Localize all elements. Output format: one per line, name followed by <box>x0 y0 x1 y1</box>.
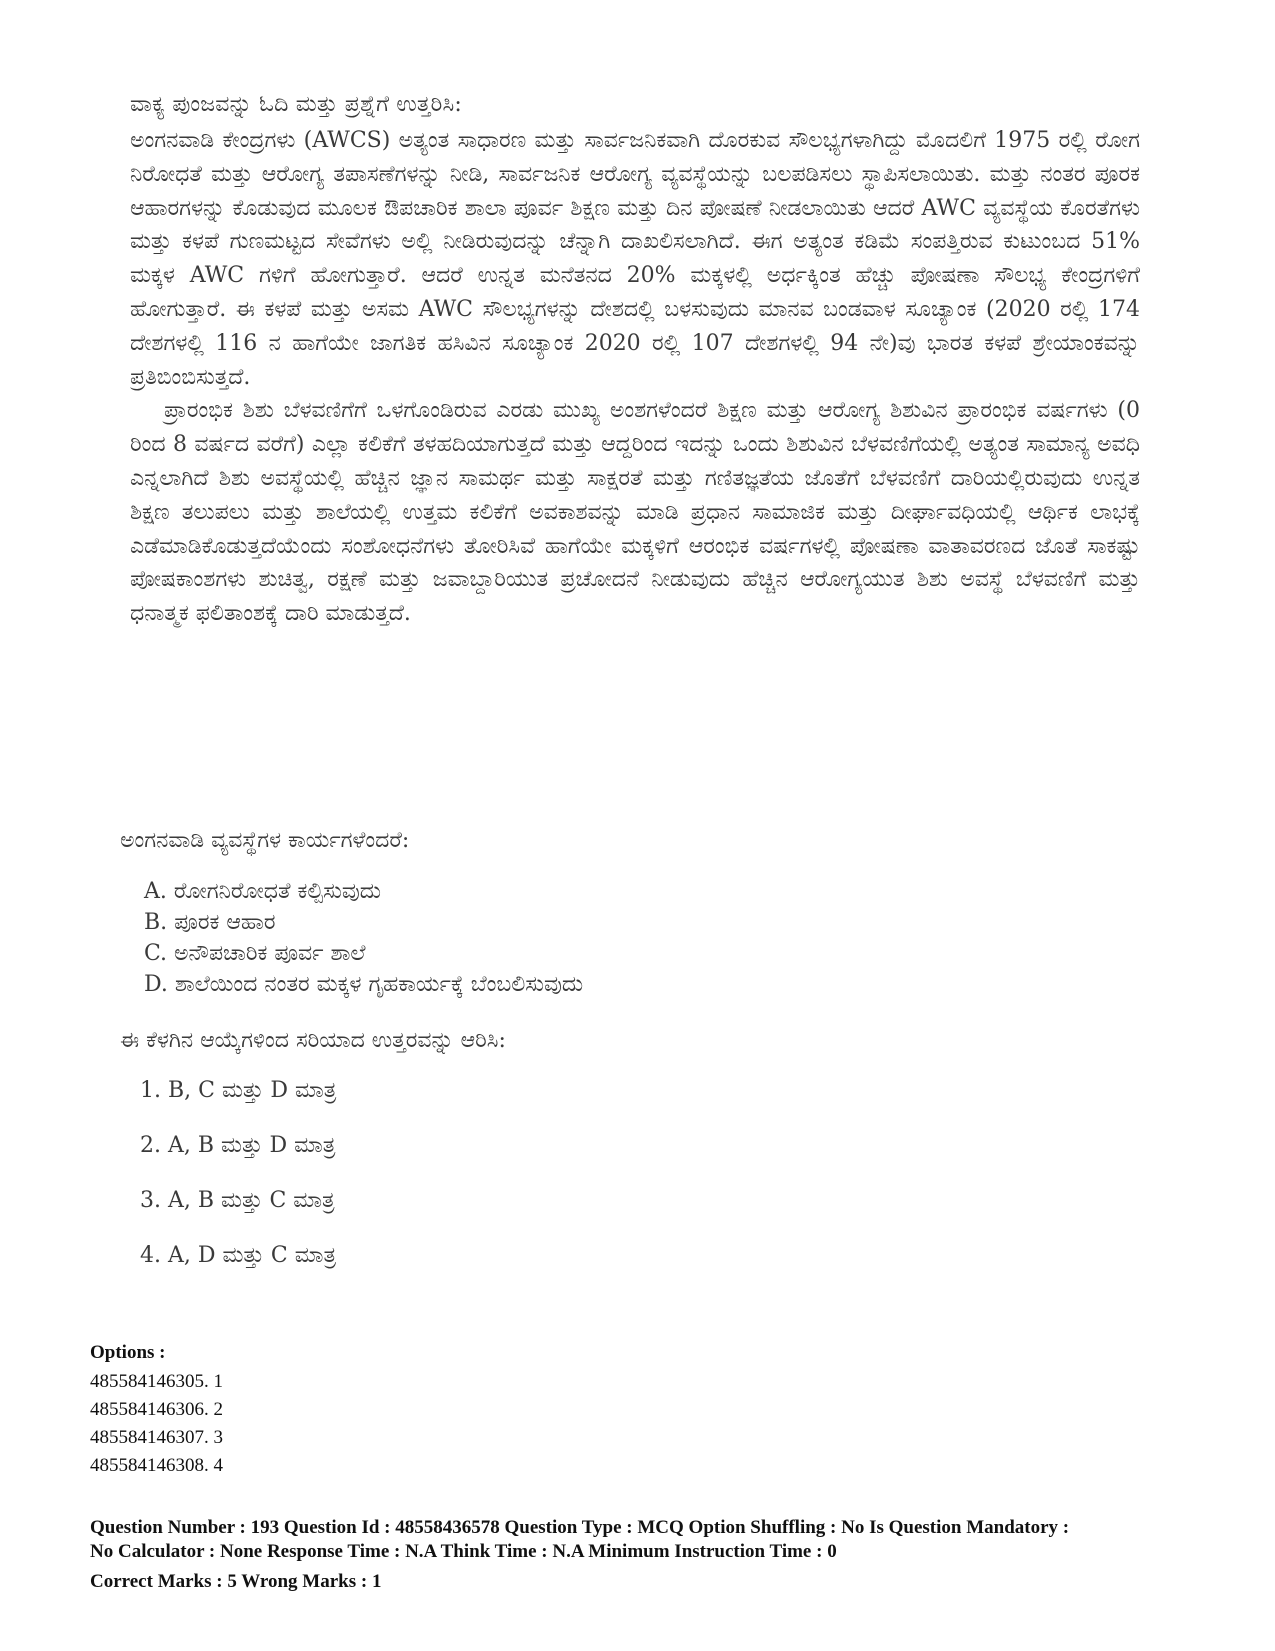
statement-item: D. ಶಾಲೆಯಿಂದ ನಂತರ ಮಕ್ಕಳ ಗೃಹಕಾರ್ಯಕ್ಕೆ ಬೆಂಬಲಿಸುವುದು <box>144 972 584 997</box>
choice-list <box>140 1078 336 1298</box>
marks-line: Correct Marks : 5 Wrong Marks : 1 <box>90 1571 382 1592</box>
option-id-list <box>90 1368 223 1480</box>
options-label: Options : <box>90 1342 166 1363</box>
choice-item: 1. B, C ಮತ್ತು D ಮಾತ್ರ <box>140 1078 337 1103</box>
option-id-item: 485584146308. 4 <box>90 1455 223 1476</box>
statement-list <box>144 876 583 1000</box>
statement-item: C. ಅನೌಪಚಾರಿಕ ಪೂರ್ವ ಶಾಲೆ <box>144 941 366 966</box>
option-id-item: 485584146305. 1 <box>90 1371 223 1392</box>
question-metadata <box>90 1516 1190 1594</box>
choice-item: 2. A, B ಮತ್ತು D ಮಾತ್ರ <box>140 1133 336 1158</box>
choice-item: 3. A, B ಮತ್ತು C ಮಾತ್ರ <box>140 1188 335 1213</box>
metadata-line: Question Number : 193 Question Id : 48558436578 Question Type : MCQ Option Shuffling : No Is Question Mandatory : <box>90 1517 1070 1538</box>
option-id-item: 485584146306. 2 <box>90 1399 223 1420</box>
passage-heading: ವಾಕ್ಯ ಪುಂಜವನ್ನು ಓದಿ ಮತ್ತು ಪ್ರಶ್ನೆಗೆ ಉತ್ತರಿಸಿ: <box>130 92 462 117</box>
passage-paragraph-2: ಪ್ರಾರಂಭಿಕ ಶಿಶು ಬೆಳವಣಿಗೆಗೆ ಒಳಗೊಂಡಿರುವ ಎರಡು ಮುಖ್ಯ ಅಂಶಗಳೆಂದರೆ ಶಿಕ್ಷಣ ಮತ್ತು ಆರೋಗ್ಯ ಶಿಶುವಿನ ಪ್ರಾರಂಭಿಕ ವರ್ಷಗಳು (0 ರಿಂದ 8 ವರ್ಷದ ವರೆಗೆ) ಎಲ್ಲಾ ಕಲಿಕೆಗೆ ತಳಹದಿಯಾಗುತ್ತದೆ ಮತ್ತು ಆದ್ದರಿಂದ ಇದನ್ನು ಒಂದು ಶಿಶುವಿನ ಬೆಳವಣಿಗೆಯಲ್ಲಿ ಅತ್ಯಂತ ಸಾಮಾನ್ಯ ಅವಧಿ ಎನ್ನಲಾಗಿದೆ ಶಿಶು ಅವಸ್ಥೆಯಲ್ಲಿ ಹೆಚ್ಚಿನ ಜ್ಞಾನ ಸಾಮರ್ಥ ಮತ್ತು ಸಾಕ್ಷರತೆ ಮತ್ತು ಗಣಿತಜ್ಞತೆಯ ಜೊತೆಗೆ ಬೆಳವಣಿಗೆ ದಾರಿಯಲ್ಲಿರುವುದು ಉನ್ನತ ಶಿಕ್ಷಣ ತಲುಪಲು ಮತ್ತು ಶಾಲೆಯಲ್ಲಿ ಉತ್ತಮ ಕಲಿಕೆಗೆ ಅವಕಾಶವನ್ನು ಮಾಡಿ ಪ್ರಧಾನ ಸಾಮಾಜಿಕ ಮತ್ತು ದೀರ್ಘಾವಧಿಯಲ್ಲಿ ಆರ್ಥಿಕ ಲಾಭಕ್ಕೆ ಎಡೆಮಾಡಿಕೊಡುತ್ತದೆಯೆಂದು ಸಂಶೋಧನೆಗಳು ತೋರಿಸಿವೆ ಹಾಗೆಯೇ ಮಕ್ಕಳಿಗೆ ಆರಂಭಿಕ ವರ್ಷಗಳಲ್ಲಿ ಪೋಷಣಾ ವಾತಾವರಣದ ಜೊತೆ ಸಾಕಷ್ಟು ಪೋಷಕಾಂಶಗಳು ಶುಚಿತ್ವ, ರಕ್ಷಣೆ ಮತ್ತು ಜವಾಬ್ದಾರಿಯುತ ಪ್ರಚೋದನೆ ನೀಡುವುದು ಹೆಚ್ಚಿನ ಆರೋಗ್ಯಯುತ ಶಿಶು ಅವಸ್ಥೆ ಬೆಳವಣಿಗೆ ಮತ್ತು ಧನಾತ್ಮಕ ಫಲಿತಾಂಶಕ್ಕೆ ದಾರಿ ಮಾಡುತ್ತದೆ. <box>130 398 1140 627</box>
passage-body <box>130 124 1140 631</box>
question-image <box>112 88 1172 1318</box>
passage-paragraph-1: ಅಂಗನವಾಡಿ ಕೇಂದ್ರಗಳು (AWCS) ಅತ್ಯಂತ ಸಾಧಾರಣ ಮತ್ತು ಸಾರ್ವಜನಿಕವಾಗಿ ದೊರಕುವ ಸೌಲಭ್ಯಗಳಾಗಿದ್ದು ಮೊದಲಿಗೆ 1975 ರಲ್ಲಿ ರೋಗ ನಿರೋಧತೆ ಮತ್ತು ಆರೋಗ್ಯ ತಪಾಸಣೆಗಳನ್ನು ನೀಡಿ, ಸಾರ್ವಜನಿಕ ಆರೋಗ್ಯ ವ್ಯವಸ್ಥೆಯನ್ನು ಬಲಪಡಿಸಲು ಸ್ಥಾಪಿಸಲಾಯಿತು. ಮತ್ತು ನಂತರ ಪೂರಕ ಆಹಾರಗಳನ್ನು ಕೊಡುವುದ ಮೂಲಕ ಔಪಚಾರಿಕ ಶಾಲಾ ಪೂರ್ವ ಶಿಕ್ಷಣ ಮತ್ತು ದಿನ ಪೋಷಣೆ ನೀಡಲಾಯಿತು ಆದರೆ AWC ವ್ಯವಸ್ಥೆಯ ಕೊರತೆಗಳು ಮತ್ತು ಕಳಪೆ ಗುಣಮಟ್ಟದ ಸೇವೆಗಳು ಅಲ್ಲಿ ನೀಡಿರುವುದನ್ನು ಚೆನ್ನಾಗಿ ದಾಖಲಿಸಲಾಗಿದೆ. ಈಗ ಅತ್ಯಂತ ಕಡಿಮೆ ಸಂಪತ್ತಿರುವ ಕುಟುಂಬದ 51% ಮಕ್ಕಳ AWC ಗಳಿಗೆ ಹೋಗುತ್ತಾರೆ. ಆದರೆ ಉನ್ನತ ಮನೆತನದ 20% ಮಕ್ಕಳಲ್ಲಿ ಅರ್ಧಕ್ಕಿಂತ ಹೆಚ್ಚು ಪೋಷಣಾ ಸೌಲಭ್ಯ ಕೇಂದ್ರಗಳಿಗೆ ಹೋಗುತ್ತಾರೆ. ಈ ಕಳಪೆ ಮತ್ತು ಅಸಮ AWC ಸೌಲಭ್ಯಗಳನ್ನು ದೇಶದಲ್ಲಿ ಬಳಸುವುದು ಮಾನವ ಬಂಡವಾಳ ಸೂಚ್ಯಾಂಕ (2020 ರಲ್ಲಿ 174 ದೇಶಗಳಲ್ಲಿ 116 ನ ಹಾಗೆಯೇ ಜಾಗತಿಕ ಹಸಿವಿನ ಸೂಚ್ಯಾಂಕ 2020 ರಲ್ಲಿ 107 ದೇಶಗಳಲ್ಲಿ 94 ನೇ)ವು ಭಾರತ ಕಳಪೆ ಶ್ರೇಯಾಂಕವನ್ನು ಪ್ರತಿಬಿಂಬಿಸುತ್ತದೆ. <box>130 128 1140 390</box>
metadata-line: No Calculator : None Response Time : N.A Think Time : N.A Minimum Instruction Time : 0 <box>90 1541 837 1562</box>
statement-item: A. ರೋಗನಿರೋಧತೆ ಕಲ್ಪಿಸುವುದು <box>144 879 381 904</box>
statement-item: B. ಪೂರಕ ಆಹಾರ <box>144 910 276 935</box>
choice-item: 4. A, D ಮತ್ತು C ಮಾತ್ರ <box>140 1243 337 1268</box>
option-id-item: 485584146307. 3 <box>90 1427 223 1448</box>
question-stem: ಅಂಗನವಾಡಿ ವ್ಯವಸ್ಥೆಗಳ ಕಾರ್ಯಗಳೆಂದರೆ: <box>120 828 410 853</box>
question-instruction: ಈ ಕೆಳಗಿನ ಆಯ್ಕೆಗಳಿಂದ ಸರಿಯಾದ ಉತ್ತರವನ್ನು ಆರಿಸಿ: <box>120 1028 506 1053</box>
